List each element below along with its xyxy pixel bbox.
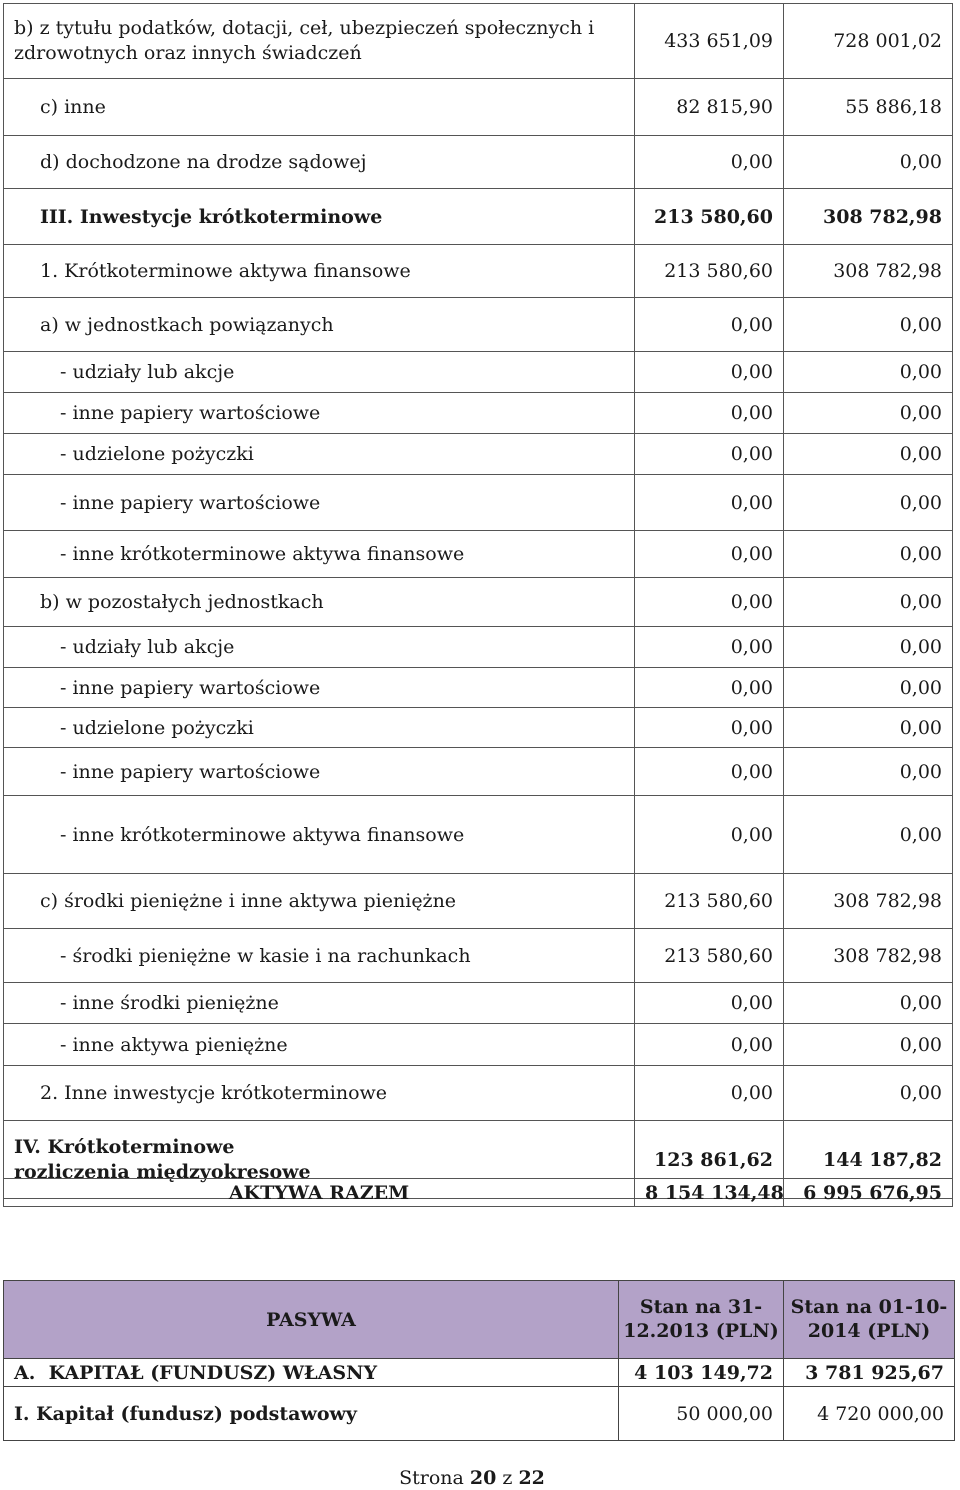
value-2013: 213 580,60 <box>635 874 784 929</box>
value-2013: 0,00 <box>635 796 784 874</box>
total-value-2014: 6 995 676,95 <box>784 1179 953 1207</box>
liabilities-table <box>3 1280 955 1441</box>
table-row <box>4 796 953 874</box>
row-label: d) dochodzone na drodze sądowej <box>4 136 635 189</box>
table-row <box>4 627 953 668</box>
table-row <box>4 352 953 393</box>
row-label: - udziały lub akcje <box>4 352 635 393</box>
row-label: - inne papiery wartościowe <box>4 668 635 708</box>
value-2013: 0,00 <box>635 475 784 531</box>
value-2014: 0,00 <box>784 668 953 708</box>
table-row <box>4 1359 955 1387</box>
row-label: - udzielone pożyczki <box>4 434 635 475</box>
row-label: c) inne <box>4 79 635 136</box>
value-2013: 0,00 <box>635 1024 784 1066</box>
value-2013: 0,00 <box>635 983 784 1024</box>
row-label: A. KAPITAŁ (FUNDUSZ) WŁASNY <box>4 1359 619 1387</box>
value-2013: 0,00 <box>635 1066 784 1121</box>
table-row <box>4 189 953 245</box>
table-row <box>4 136 953 189</box>
row-label: - środki pieniężne w kasie i na rachunkach <box>4 929 635 983</box>
value-2013: 433 651,09 <box>635 4 784 79</box>
table-row <box>4 929 953 983</box>
row-label: IV. Krótkoterminowe rozliczenia międzyokresowe <box>4 1121 635 1199</box>
value-2013: 0,00 <box>635 136 784 189</box>
value-2014: 308 782,98 <box>784 245 953 298</box>
total-label: AKTYWA RAZEM <box>4 1179 635 1207</box>
row-label: b) z tytułu podatków, dotacji, ceł, ubezpieczeń społecznych i zdrowotnych oraz innych świadczeń <box>4 4 635 79</box>
value-2013: 4 103 149,72 <box>619 1359 784 1387</box>
value-2014: 144 187,82 <box>784 1121 953 1199</box>
row-label: - udziały lub akcje <box>4 627 635 668</box>
value-2014: 0,00 <box>784 708 953 748</box>
table-row <box>4 874 953 929</box>
value-2014: 0,00 <box>784 627 953 668</box>
table-row <box>4 983 953 1024</box>
value-2014: 0,00 <box>784 531 953 578</box>
assets-table <box>3 3 953 1199</box>
page-footer <box>0 1467 944 1489</box>
footer-prefix: Strona <box>399 1467 464 1489</box>
total-pages-number: 22 <box>518 1467 545 1489</box>
row-label: III. Inwestycje krótkoterminowe <box>4 189 635 245</box>
value-2014: 4 720 000,00 <box>784 1387 955 1441</box>
table-row <box>4 748 953 796</box>
value-2014: 308 782,98 <box>784 189 953 245</box>
value-2014: 55 886,18 <box>784 79 953 136</box>
value-2013: 0,00 <box>635 298 784 352</box>
table-row <box>4 1024 953 1066</box>
value-2014: 0,00 <box>784 298 953 352</box>
value-2013: 0,00 <box>635 393 784 434</box>
table-row <box>4 245 953 298</box>
table-row <box>4 1066 953 1121</box>
value-2014: 0,00 <box>784 475 953 531</box>
value-2014: 308 782,98 <box>784 929 953 983</box>
value-2013: 82 815,90 <box>635 79 784 136</box>
value-2013: 0,00 <box>635 668 784 708</box>
value-2014: 0,00 <box>784 393 953 434</box>
row-label: - inne krótkoterminowe aktywa finansowe <box>4 531 635 578</box>
value-2014: 0,00 <box>784 136 953 189</box>
table-row <box>4 393 953 434</box>
totals-table <box>3 1178 953 1207</box>
value-2014: 0,00 <box>784 578 953 627</box>
liabilities-header <box>4 1281 955 1359</box>
value-2013: 213 580,60 <box>635 245 784 298</box>
footer-separator: z <box>502 1467 513 1489</box>
liabilities-title: PASYWA <box>4 1281 619 1359</box>
total-value-2013: 8 154 134,48 <box>635 1179 784 1207</box>
table-row <box>4 578 953 627</box>
row-label: I. Kapitał (fundusz) podstawowy <box>4 1387 619 1441</box>
table-row <box>4 298 953 352</box>
row-label: c) środki pieniężne i inne aktywa pieniężne <box>4 874 635 929</box>
table-row <box>4 668 953 708</box>
row-label: 2. Inne inwestycje krótkoterminowe <box>4 1066 635 1121</box>
column-header-2014: Stan na 01-10-2014 (PLN) <box>784 1281 955 1359</box>
value-2014: 0,00 <box>784 1024 953 1066</box>
value-2014: 728 001,02 <box>784 4 953 79</box>
row-label: b) w pozostałych jednostkach <box>4 578 635 627</box>
table-row <box>4 1387 955 1441</box>
value-2014: 0,00 <box>784 796 953 874</box>
row-label: - inne aktywa pieniężne <box>4 1024 635 1066</box>
value-2014: 0,00 <box>784 983 953 1024</box>
value-2013: 0,00 <box>635 708 784 748</box>
current-page-number: 20 <box>469 1467 497 1489</box>
row-label: - inne papiery wartościowe <box>4 393 635 434</box>
row-label: a) w jednostkach powiązanych <box>4 298 635 352</box>
value-2013: 123 861,62 <box>635 1121 784 1199</box>
row-label: 1. Krótkoterminowe aktywa finansowe <box>4 245 635 298</box>
table-row <box>4 1179 953 1207</box>
value-2014: 0,00 <box>784 748 953 796</box>
row-label: - inne papiery wartościowe <box>4 475 635 531</box>
value-2013: 213 580,60 <box>635 929 784 983</box>
row-label: - inne krótkoterminowe aktywa finansowe <box>4 796 635 874</box>
value-2013: 0,00 <box>635 748 784 796</box>
table-row <box>4 531 953 578</box>
value-2014: 0,00 <box>784 434 953 475</box>
value-2014: 308 782,98 <box>784 874 953 929</box>
row-label: - udzielone pożyczki <box>4 708 635 748</box>
table-row <box>4 708 953 748</box>
value-2013: 213 580,60 <box>635 189 784 245</box>
table-row <box>4 434 953 475</box>
value-2014: 0,00 <box>784 352 953 393</box>
row-label: - inne papiery wartościowe <box>4 748 635 796</box>
value-2013: 0,00 <box>635 434 784 475</box>
value-2013: 0,00 <box>635 531 784 578</box>
table-row <box>4 475 953 531</box>
value-2013: 0,00 <box>635 627 784 668</box>
row-label: - inne środki pieniężne <box>4 983 635 1024</box>
value-2014: 3 781 925,67 <box>784 1359 955 1387</box>
table-row <box>4 79 953 136</box>
value-2014: 0,00 <box>784 1066 953 1121</box>
value-2013: 0,00 <box>635 578 784 627</box>
column-header-2013: Stan na 31-12.2013 (PLN) <box>619 1281 784 1359</box>
value-2013: 50 000,00 <box>619 1387 784 1441</box>
table-row <box>4 4 953 79</box>
value-2013: 0,00 <box>635 352 784 393</box>
